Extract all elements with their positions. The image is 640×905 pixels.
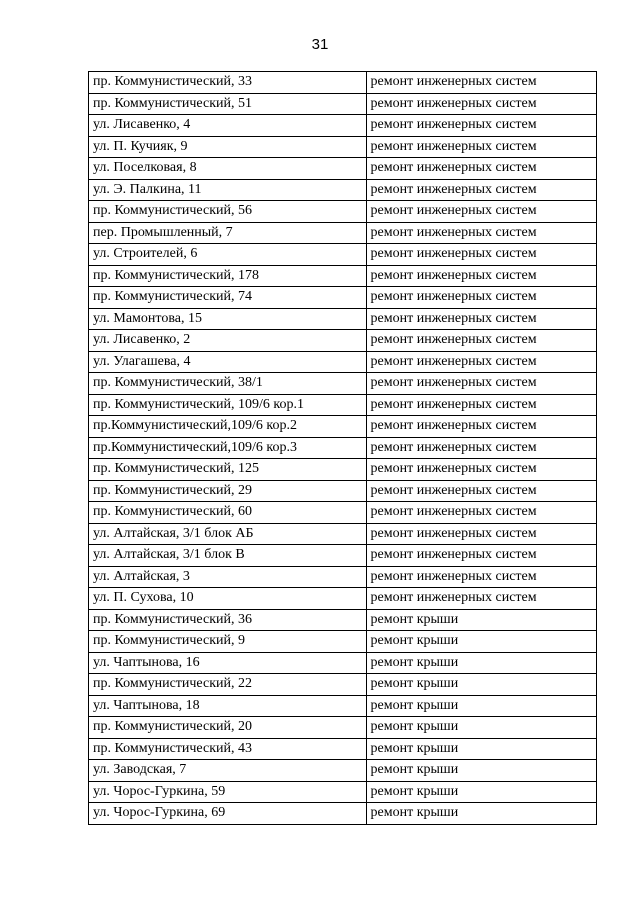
table-row (89, 308, 597, 330)
work-type-cell: ремонт инженерных систем (366, 158, 596, 180)
table-row (89, 566, 597, 588)
table-row (89, 265, 597, 287)
table-row (89, 72, 597, 94)
address-cell: пр.Коммунистический,109/6 кор.2 (89, 416, 367, 438)
address-cell: ул. Лисавенко, 4 (89, 115, 367, 137)
address-cell: ул. Строителей, 6 (89, 244, 367, 266)
address-cell: пр. Коммунистический, 51 (89, 93, 367, 115)
address-cell: ул. Чаптынова, 16 (89, 652, 367, 674)
work-type-cell: ремонт инженерных систем (366, 330, 596, 352)
work-type-cell: ремонт крыши (366, 695, 596, 717)
address-cell: ул. Улагашева, 4 (89, 351, 367, 373)
work-type-cell: ремонт инженерных систем (366, 459, 596, 481)
table-row (89, 158, 597, 180)
table-row (89, 136, 597, 158)
address-cell: пр.Коммунистический,109/6 кор.3 (89, 437, 367, 459)
work-type-cell: ремонт инженерных систем (366, 523, 596, 545)
work-type-cell: ремонт инженерных систем (366, 287, 596, 309)
work-type-cell: ремонт крыши (366, 609, 596, 631)
table-body (89, 72, 597, 825)
address-cell: пер. Промышленный, 7 (89, 222, 367, 244)
table-row (89, 502, 597, 524)
address-cell: ул. Лисавенко, 2 (89, 330, 367, 352)
table-row (89, 695, 597, 717)
work-type-cell: ремонт инженерных систем (366, 351, 596, 373)
address-cell: пр. Коммунистический, 38/1 (89, 373, 367, 395)
work-type-cell: ремонт инженерных систем (366, 201, 596, 223)
work-type-cell: ремонт инженерных систем (366, 136, 596, 158)
address-cell: пр. Коммунистический, 29 (89, 480, 367, 502)
address-cell: пр. Коммунистический, 43 (89, 738, 367, 760)
address-cell: ул. Поселковая, 8 (89, 158, 367, 180)
table-row (89, 738, 597, 760)
address-cell: пр. Коммунистический, 74 (89, 287, 367, 309)
address-cell: пр. Коммунистический, 178 (89, 265, 367, 287)
address-cell: ул. Чаптынова, 18 (89, 695, 367, 717)
work-type-cell: ремонт инженерных систем (366, 566, 596, 588)
address-cell: ул. Алтайская, 3/1 блок АБ (89, 523, 367, 545)
work-type-cell: ремонт инженерных систем (366, 588, 596, 610)
work-type-cell: ремонт инженерных систем (366, 115, 596, 137)
work-type-cell: ремонт крыши (366, 738, 596, 760)
address-cell: пр. Коммунистический, 22 (89, 674, 367, 696)
table-row (89, 115, 597, 137)
work-type-cell: ремонт инженерных систем (366, 437, 596, 459)
table-row (89, 631, 597, 653)
work-type-cell: ремонт крыши (366, 803, 596, 825)
work-type-cell: ремонт крыши (366, 760, 596, 782)
work-type-cell: ремонт инженерных систем (366, 72, 596, 94)
table-row (89, 330, 597, 352)
address-cell: ул. Чорос-Гуркина, 59 (89, 781, 367, 803)
address-cell: пр. Коммунистический, 56 (89, 201, 367, 223)
address-cell: ул. Чорос-Гуркина, 69 (89, 803, 367, 825)
table-row (89, 803, 597, 825)
table-row (89, 351, 597, 373)
address-cell: ул. П. Сухова, 10 (89, 588, 367, 610)
table-row (89, 373, 597, 395)
address-cell: ул. Алтайская, 3/1 блок В (89, 545, 367, 567)
work-type-cell: ремонт инженерных систем (366, 416, 596, 438)
work-type-cell: ремонт инженерных систем (366, 480, 596, 502)
work-type-cell: ремонт крыши (366, 631, 596, 653)
work-type-cell: ремонт инженерных систем (366, 502, 596, 524)
address-cell: пр. Коммунистический, 125 (89, 459, 367, 481)
table-row (89, 244, 597, 266)
table-row (89, 222, 597, 244)
repair-schedule-table (88, 71, 597, 825)
table-row (89, 437, 597, 459)
table-row (89, 287, 597, 309)
table-row (89, 652, 597, 674)
work-type-cell: ремонт инженерных систем (366, 244, 596, 266)
table-row (89, 609, 597, 631)
work-type-cell: ремонт крыши (366, 652, 596, 674)
work-type-cell: ремонт крыши (366, 781, 596, 803)
work-type-cell: ремонт инженерных систем (366, 373, 596, 395)
table-row (89, 179, 597, 201)
table-row (89, 717, 597, 739)
table-row (89, 781, 597, 803)
page-number: 31 (311, 36, 329, 53)
address-cell: пр. Коммунистический, 60 (89, 502, 367, 524)
address-cell: ул. Заводская, 7 (89, 760, 367, 782)
address-cell: ул. Алтайская, 3 (89, 566, 367, 588)
address-cell: ул. П. Кучияк, 9 (89, 136, 367, 158)
table-row (89, 523, 597, 545)
table-row (89, 545, 597, 567)
address-cell: пр. Коммунистический, 109/6 кор.1 (89, 394, 367, 416)
address-cell: ул. Э. Палкина, 11 (89, 179, 367, 201)
table-row (89, 93, 597, 115)
work-type-cell: ремонт инженерных систем (366, 179, 596, 201)
address-cell: пр. Коммунистический, 9 (89, 631, 367, 653)
table-row (89, 201, 597, 223)
table-row (89, 760, 597, 782)
work-type-cell: ремонт крыши (366, 674, 596, 696)
work-type-cell: ремонт крыши (366, 717, 596, 739)
work-type-cell: ремонт инженерных систем (366, 222, 596, 244)
address-cell: ул. Мамонтова, 15 (89, 308, 367, 330)
address-cell: пр. Коммунистический, 36 (89, 609, 367, 631)
table-row (89, 674, 597, 696)
work-type-cell: ремонт инженерных систем (366, 394, 596, 416)
work-type-cell: ремонт инженерных систем (366, 308, 596, 330)
work-type-cell: ремонт инженерных систем (366, 93, 596, 115)
table-row (89, 416, 597, 438)
table-row (89, 588, 597, 610)
table-row (89, 459, 597, 481)
address-cell: пр. Коммунистический, 20 (89, 717, 367, 739)
table-row (89, 394, 597, 416)
address-cell: пр. Коммунистический, 33 (89, 72, 367, 94)
table-row (89, 480, 597, 502)
work-type-cell: ремонт инженерных систем (366, 265, 596, 287)
work-type-cell: ремонт инженерных систем (366, 545, 596, 567)
